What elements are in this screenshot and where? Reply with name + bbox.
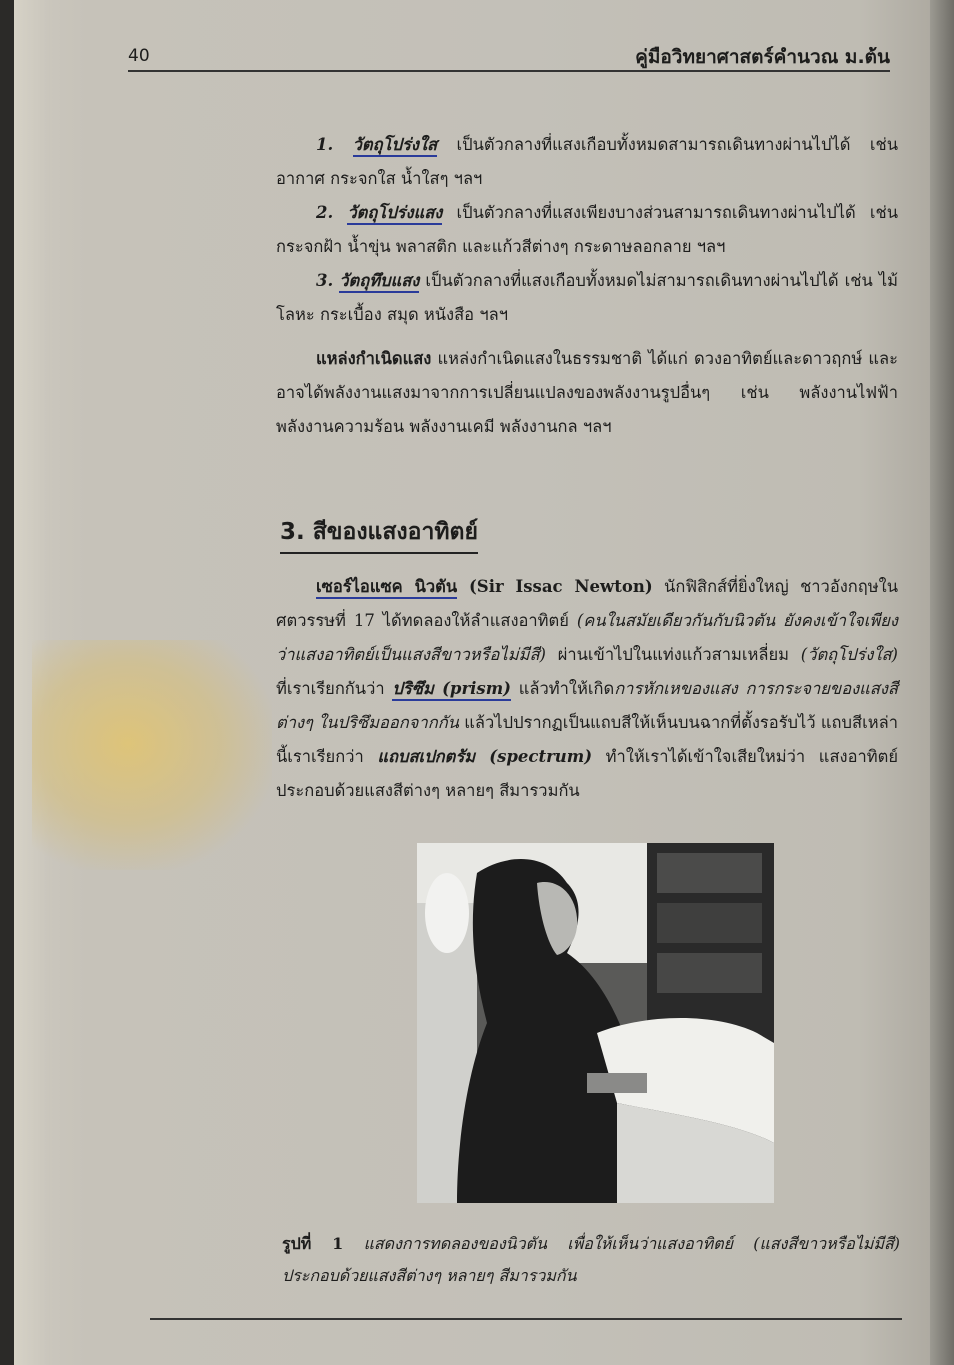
caption-text <box>282 1228 900 1292</box>
item-text: เป็นตัวกลางที่แสงเกือบทั้งหมดสามารถเดินทางผ่านไปได้ เช่น <box>437 135 899 154</box>
footer-rule <box>150 1318 902 1320</box>
item-number: 3. <box>316 271 334 290</box>
item-text: เป็นตัวกลางที่แสงเกือบทั้งหมดไม่สามารถเดินทางผ่านไปได้ เช่น <box>419 271 873 290</box>
newton-name: เซอร์ไอแซค นิวตัน <box>316 577 457 599</box>
newton-photo <box>417 843 774 1203</box>
item-text: เป็นตัวกลางที่แสงเพียงบางส่วนสามารถเดินทางผ่านไปได้ เช่น <box>442 203 899 222</box>
material-item-1 <box>276 128 898 196</box>
text-run: ทำให้เราได้เข้าใจเสียใหม่ว่า แสงอาทิตย์ประกอบด้วยแสงสีต่างๆ หลายๆ สีมารวมกัน <box>276 747 899 800</box>
text-run: นักฟิสิกส์ที่ยิ่งใหญ่ ชาวอังกฤษในศตวรรษที่ 17 ได้ทดลองให้ลำแสงอาทิตย์ <box>276 577 898 630</box>
item-number: 2. <box>316 203 334 222</box>
binding-shadow <box>930 0 954 1365</box>
term-translucent: วัตถุโปร่งแสง <box>347 203 442 225</box>
item-examples: กระจกฝ้า น้ำขุ่น พลาสติก และแก้วสีต่างๆ กระดาษลอกลาย ฯลฯ <box>276 237 726 256</box>
item-examples: อากาศ กระจกใส น้ำใสๆ ฯลฯ <box>276 169 483 188</box>
term-spectrum: แถบสเปกตรัม (spectrum) <box>377 747 593 766</box>
paper-stain <box>32 640 272 870</box>
figure-label: รูปที่ 1 <box>282 1234 344 1253</box>
item-examples: ไม้ โลหะ กระเบื้อง สมุด หนังสือ ฯลฯ <box>276 271 898 324</box>
material-item-2 <box>276 196 898 264</box>
light-sources-text <box>276 342 898 444</box>
page-header <box>128 42 890 72</box>
italic-run: (คนในสมัยเดียวกันกับนิวตัน ยังคงเข้าใจเพียงว่าแสงอาทิตย์เป็นแสงสีขาวหรือไม่มีสี) <box>276 611 898 664</box>
caption-body: แสดงการทดลองของนิวตัน เพื่อให้เห็นว่าแสงอาทิตย์ (แสงสีขาวหรือไม่มีสี) ประกอบด้วยแสงสีต่างๆ หลายๆ สีมารวมกัน <box>282 1234 901 1285</box>
term-opaque: วัตถุทึบแสง <box>339 271 419 293</box>
text-run: แล้วไปปรากฏเป็นแถบสีให้เห็นบนฉากที่ตั้งรอรับไว้ แถบสีเหล่านี้เราเรียกว่า <box>276 713 898 766</box>
figure-caption <box>282 1228 900 1292</box>
light-sources-paragraph <box>276 342 898 444</box>
term-prism: ปริซึม (prism) <box>392 679 511 701</box>
term-transparent: วัตถุโปร่งใส <box>353 135 437 157</box>
item-number: 1. <box>316 135 334 154</box>
newton-english: (Sir Issac Newton) <box>457 577 653 596</box>
page-number: 40 <box>128 46 150 66</box>
text-run: แล้วทำให้เกิด <box>510 679 615 698</box>
text-run: ที่เราเรียกกันว่า <box>276 679 393 698</box>
newton-paragraph <box>276 570 898 808</box>
light-sources-body: แหล่งกำเนิดแสงในธรรมชาติ ได้แก่ ดวงอาทิตย์และดาวฤกษ์ และอาจได้พลังงานแสงมาจากการเปลี่ยนแปลงของพลังงานรูปอื่นๆ เช่น พลังงานไฟฟ้า พลังงานความร้อน พลังงานเคมี พลังงานกล ฯลฯ <box>276 349 898 436</box>
newton-text <box>276 570 898 808</box>
italic-run: การหักเหของแสง การกระจายของแสงสีต่างๆ ในปริซึมออกจากกัน <box>276 679 898 732</box>
running-title: คู่มือวิทยาศาสตร์คำนวณ ม.ต้น <box>635 46 890 68</box>
material-types <box>276 128 898 332</box>
text-run: ผ่านเข้าไปในแท่งแก้วสามเหลี่ยม <box>545 645 801 664</box>
newton-photo-image <box>417 843 774 1203</box>
italic-run: (วัตถุโปร่งใส) <box>800 645 898 664</box>
material-item-3 <box>276 264 898 332</box>
section-heading: 3. สีของแสงอาทิตย์ <box>280 514 478 554</box>
term-light-source: แหล่งกำเนิดแสง <box>316 349 432 368</box>
